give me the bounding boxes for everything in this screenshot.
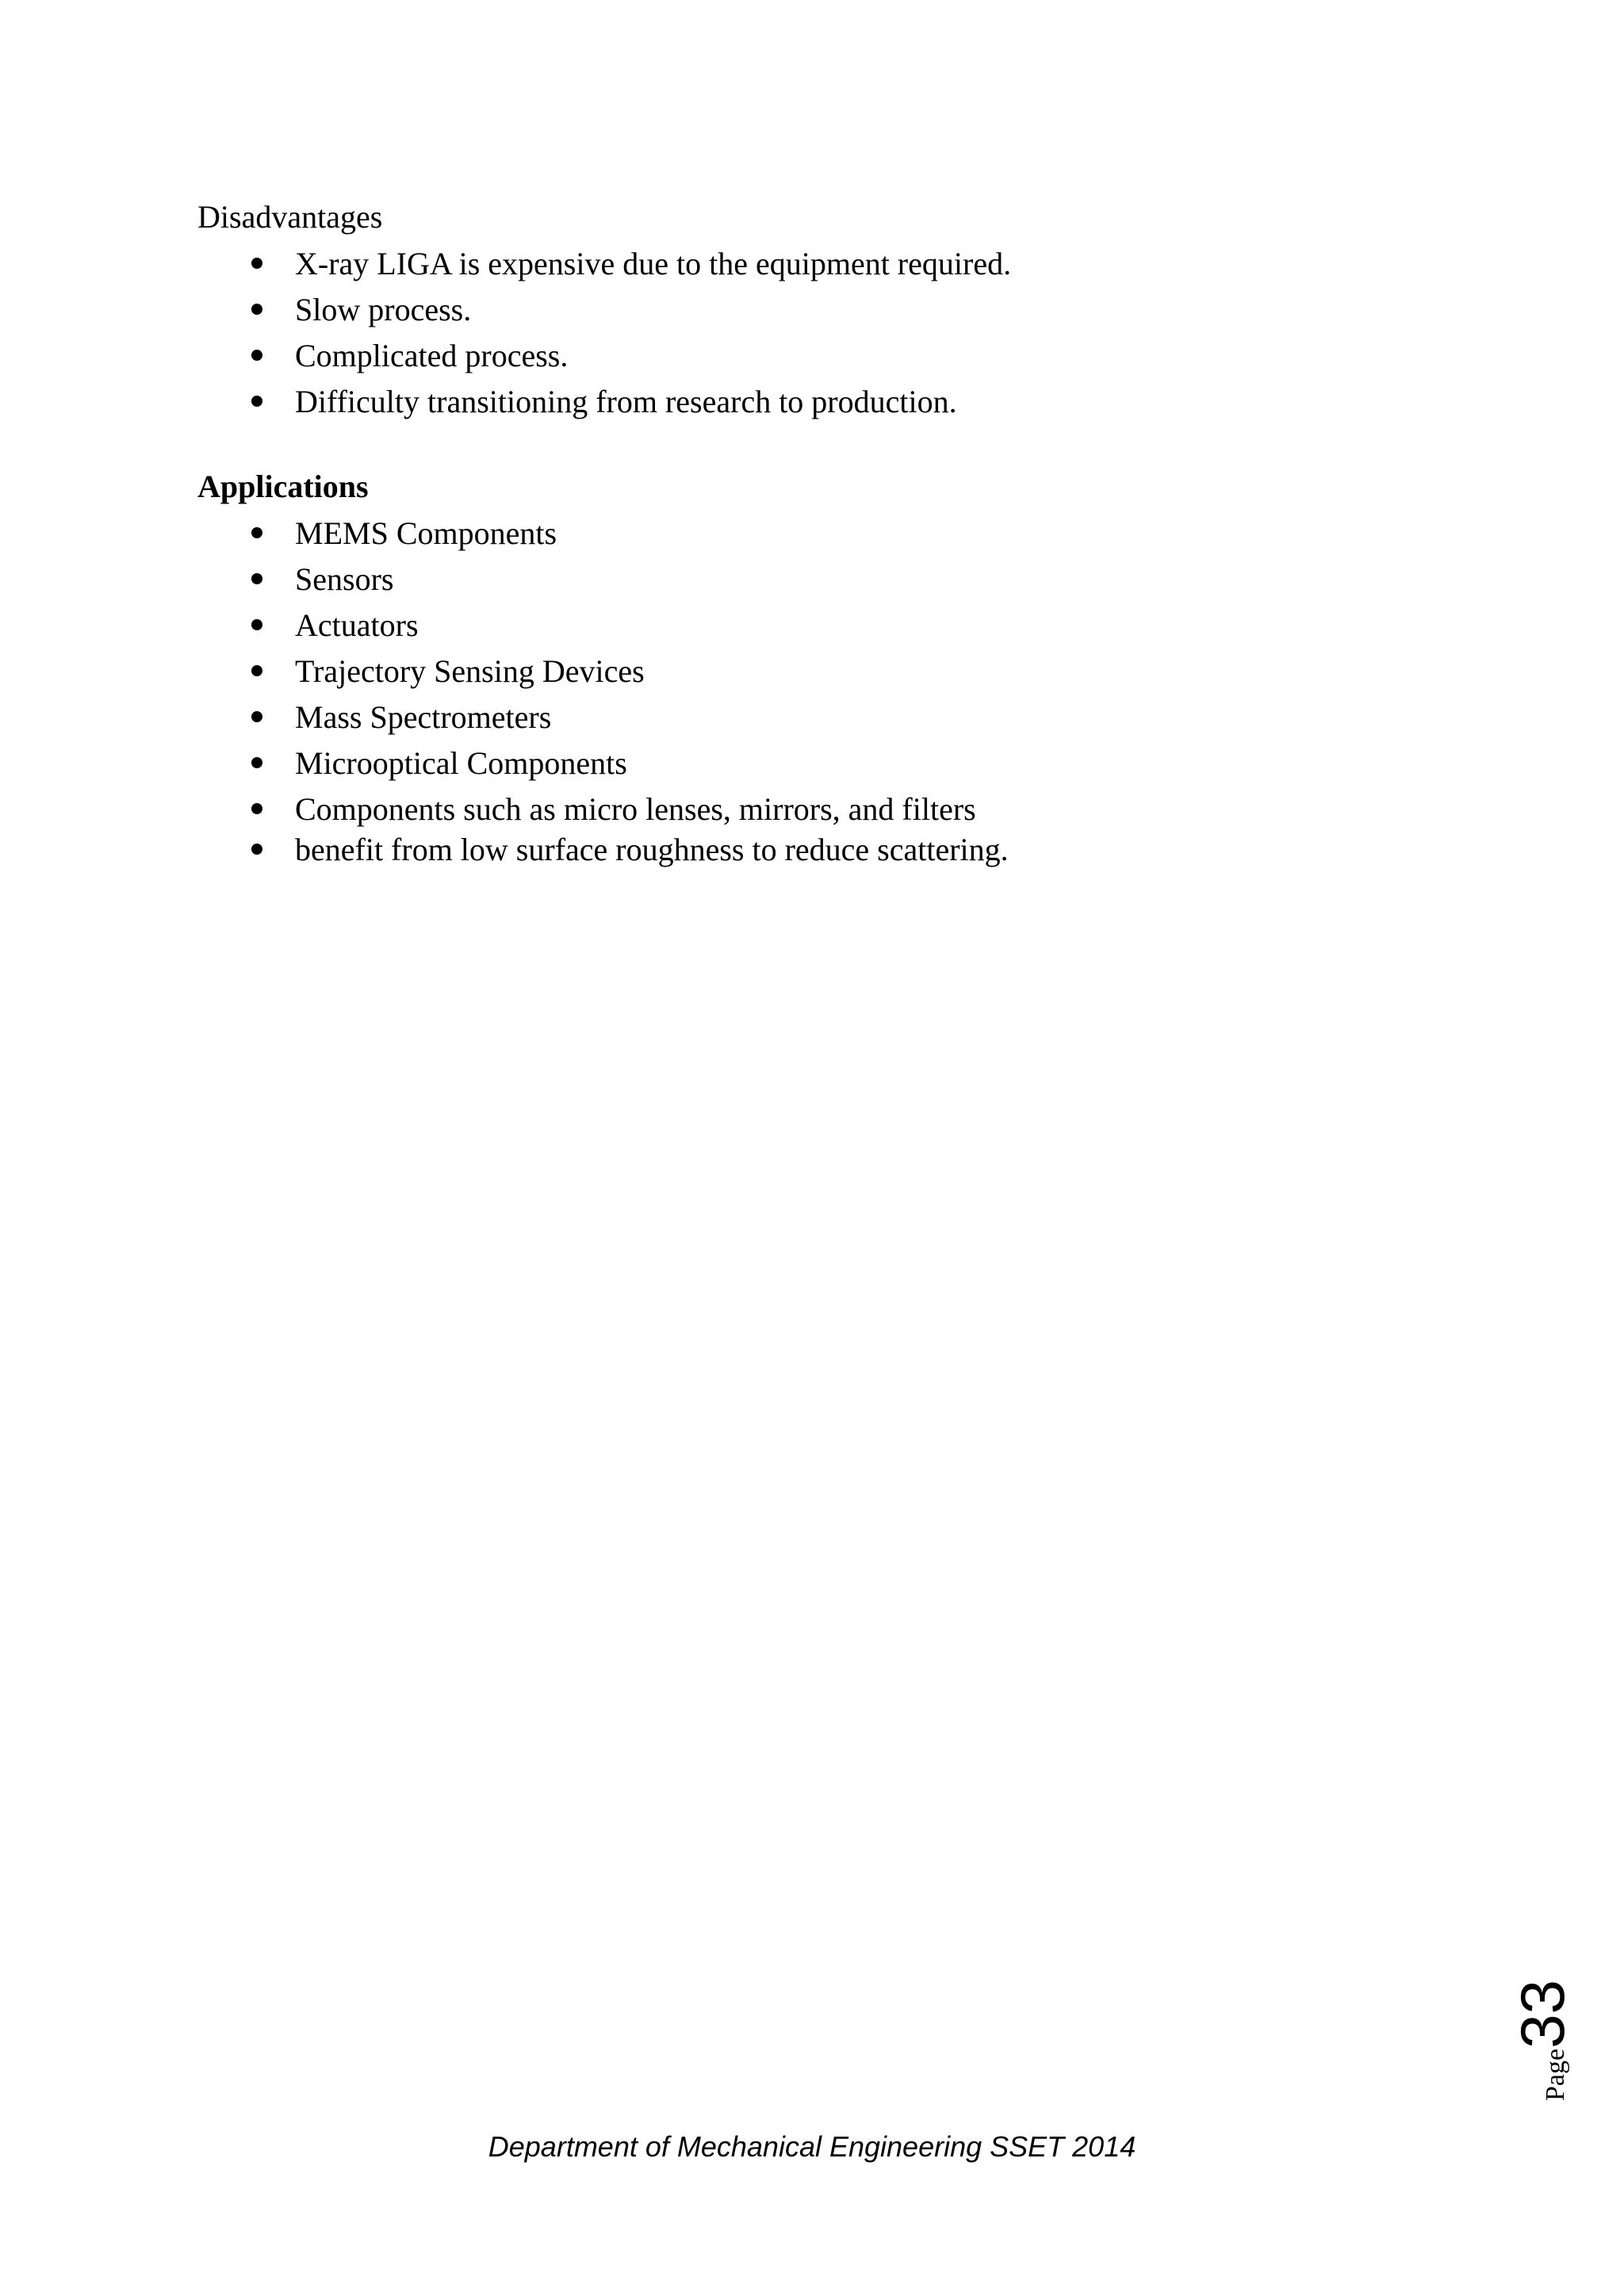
list-item-text: Actuators — [295, 607, 419, 643]
bullet-icon — [251, 711, 262, 722]
list-item-text: Trajectory Sensing Devices — [295, 653, 645, 689]
list-item-text: X-ray LIGA is expensive due to the equipment required. — [295, 246, 1012, 281]
list-item-text: Microoptical Components — [295, 745, 627, 781]
list-item-text: benefit from low surface roughness to reduce scattering. — [295, 832, 1009, 867]
list-item-text: MEMS Components — [295, 515, 557, 551]
bullet-icon — [251, 665, 262, 676]
list-item-text: Components such as micro lenses, mirrors, and filters — [295, 791, 976, 827]
applications-heading: Applications — [197, 469, 369, 504]
list-item-text: Sensors — [295, 561, 394, 597]
bullet-icon — [251, 350, 262, 361]
bullet-icon — [251, 573, 262, 584]
page-number-value: 33 — [1507, 1980, 1577, 2049]
page-number-label: Page — [1541, 2048, 1570, 2101]
bullet-icon — [251, 527, 262, 538]
list-item-text: Slow process. — [295, 292, 472, 327]
bullet-icon — [251, 619, 262, 630]
list-item-text: Difficulty transitioning from research to production. — [295, 384, 957, 419]
list-item-text: Mass Spectrometers — [295, 699, 552, 735]
page-footer: Department of Mechanical Engineering SSET 2014 — [488, 2130, 1136, 2163]
bullet-icon — [251, 803, 262, 814]
bullet-icon — [251, 304, 262, 315]
bullet-icon — [251, 757, 262, 768]
bullet-icon — [251, 844, 262, 855]
bullet-icon — [251, 258, 262, 269]
disadvantages-heading: Disadvantages — [197, 199, 383, 235]
page-number — [1507, 1966, 1577, 2101]
bullet-icon — [251, 396, 262, 407]
list-item-text: Complicated process. — [295, 338, 569, 373]
